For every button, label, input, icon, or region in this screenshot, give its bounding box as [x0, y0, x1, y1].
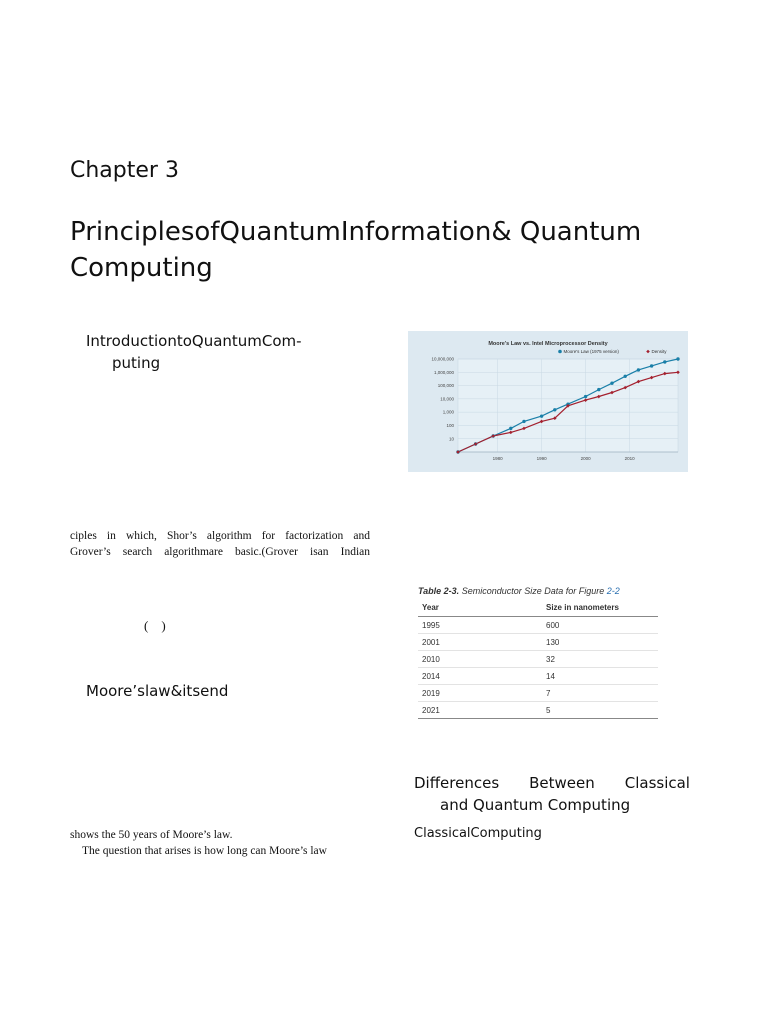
table-row [418, 685, 658, 702]
table-row [418, 702, 658, 719]
table-header-row [418, 600, 658, 617]
y-tick-label: 100 [446, 423, 454, 429]
table-cell-year: 2019 [418, 685, 542, 702]
table-caption-text: Semiconductor Size Data for Figure [461, 586, 605, 596]
differences-word-1: Differences [414, 774, 500, 792]
table-cell-year: 2021 [418, 702, 542, 719]
table-row [418, 617, 658, 634]
data-point [509, 427, 512, 430]
section-heading-intro [86, 330, 346, 374]
differences-word-2: Between [529, 774, 595, 792]
table-row [418, 634, 658, 651]
table-cell-year: 2001 [418, 634, 542, 651]
chart-legend [558, 349, 667, 354]
moores-law-paragraph-line1: shows the 50 years of Moore’s law. [70, 829, 233, 841]
differences-word-3: Classical [624, 774, 690, 792]
data-point [676, 357, 679, 360]
moores-law-paragraph [70, 827, 370, 859]
table-cell-year: 2010 [418, 651, 542, 668]
y-tick-label: 10,000,000 [431, 356, 454, 362]
y-tick-label: 10,000 [440, 396, 454, 402]
data-point [624, 375, 627, 378]
legend-marker [646, 350, 650, 354]
y-tick-label: 1,000 [442, 409, 454, 415]
data-point [522, 420, 525, 423]
table-cell-size: 130 [542, 634, 658, 651]
data-point [597, 388, 600, 391]
table-cell-size: 7 [542, 685, 658, 702]
table-caption [418, 586, 662, 596]
table-cell-size: 5 [542, 702, 658, 719]
section-heading-differences-line2: and Quantum Computing [440, 796, 631, 814]
section-heading-classical-computing: ClassicalComputing [414, 826, 542, 841]
y-tick-label: 10 [448, 436, 454, 442]
x-tick-label: 2010 [624, 456, 635, 461]
empty-parentheses: ( ) [144, 618, 166, 633]
x-tick-label: 2000 [580, 456, 591, 461]
chart-title: Moore's Law vs. Intel Microprocessor Density [488, 341, 608, 347]
table-cell-year: 2014 [418, 668, 542, 685]
table-cell-size: 14 [542, 668, 658, 685]
section-heading-differences [414, 772, 690, 816]
table-caption-ref: 2-2 [606, 586, 620, 596]
x-tick-label: 1990 [536, 456, 547, 461]
moores-law-paragraph-line2: The question that arises is how long can Moore’s law [82, 845, 327, 857]
y-tick-label: 100,000 [437, 383, 454, 389]
section-heading-intro-line1: IntroductiontoQuantumCom- [86, 332, 302, 350]
table-caption-label: Table 2-3. [418, 586, 460, 596]
y-tick-label: 1,000,000 [433, 369, 454, 375]
data-point [553, 408, 556, 411]
shor-paragraph [70, 528, 370, 560]
section-heading-moores-law: Moore’slaw&itsend [86, 682, 229, 700]
table-cell-size: 32 [542, 651, 658, 668]
legend-label: Moore's Law (1975 version) [563, 349, 619, 355]
shor-paragraph-line2: Grover’s search algorithmare basic.(Grover isan Indian [70, 546, 370, 558]
table-cell-size: 600 [542, 617, 658, 634]
chapter-title: PrinciplesofQuantumInformation& Quantum Computing [70, 217, 642, 283]
data-point [663, 360, 666, 363]
moores-law-chart [408, 331, 688, 472]
semiconductor-size-table [418, 586, 662, 719]
data-point [584, 395, 587, 398]
moores-law-chart-svg [408, 331, 688, 472]
table-grid [418, 600, 658, 719]
x-tick-label: 1980 [492, 456, 503, 461]
chapter-heading: Chapter 3 [70, 158, 179, 183]
section-heading-intro-line2: puting [112, 354, 161, 372]
data-point [540, 414, 543, 417]
table-row [418, 651, 658, 668]
shor-paragraph-line1: ciples in which, Shor’s algorithm for factorization and [70, 530, 370, 542]
legend-marker [558, 350, 562, 354]
section-heading-differences-line1 [414, 772, 690, 794]
legend-label: Density [651, 349, 667, 355]
data-point [637, 368, 640, 371]
data-point [650, 364, 653, 367]
table-header-year: Year [418, 600, 542, 617]
table-cell-year: 1995 [418, 617, 542, 634]
table-row [418, 668, 658, 685]
data-point [610, 382, 613, 385]
table-header-size: Size in nanometers [542, 600, 658, 617]
